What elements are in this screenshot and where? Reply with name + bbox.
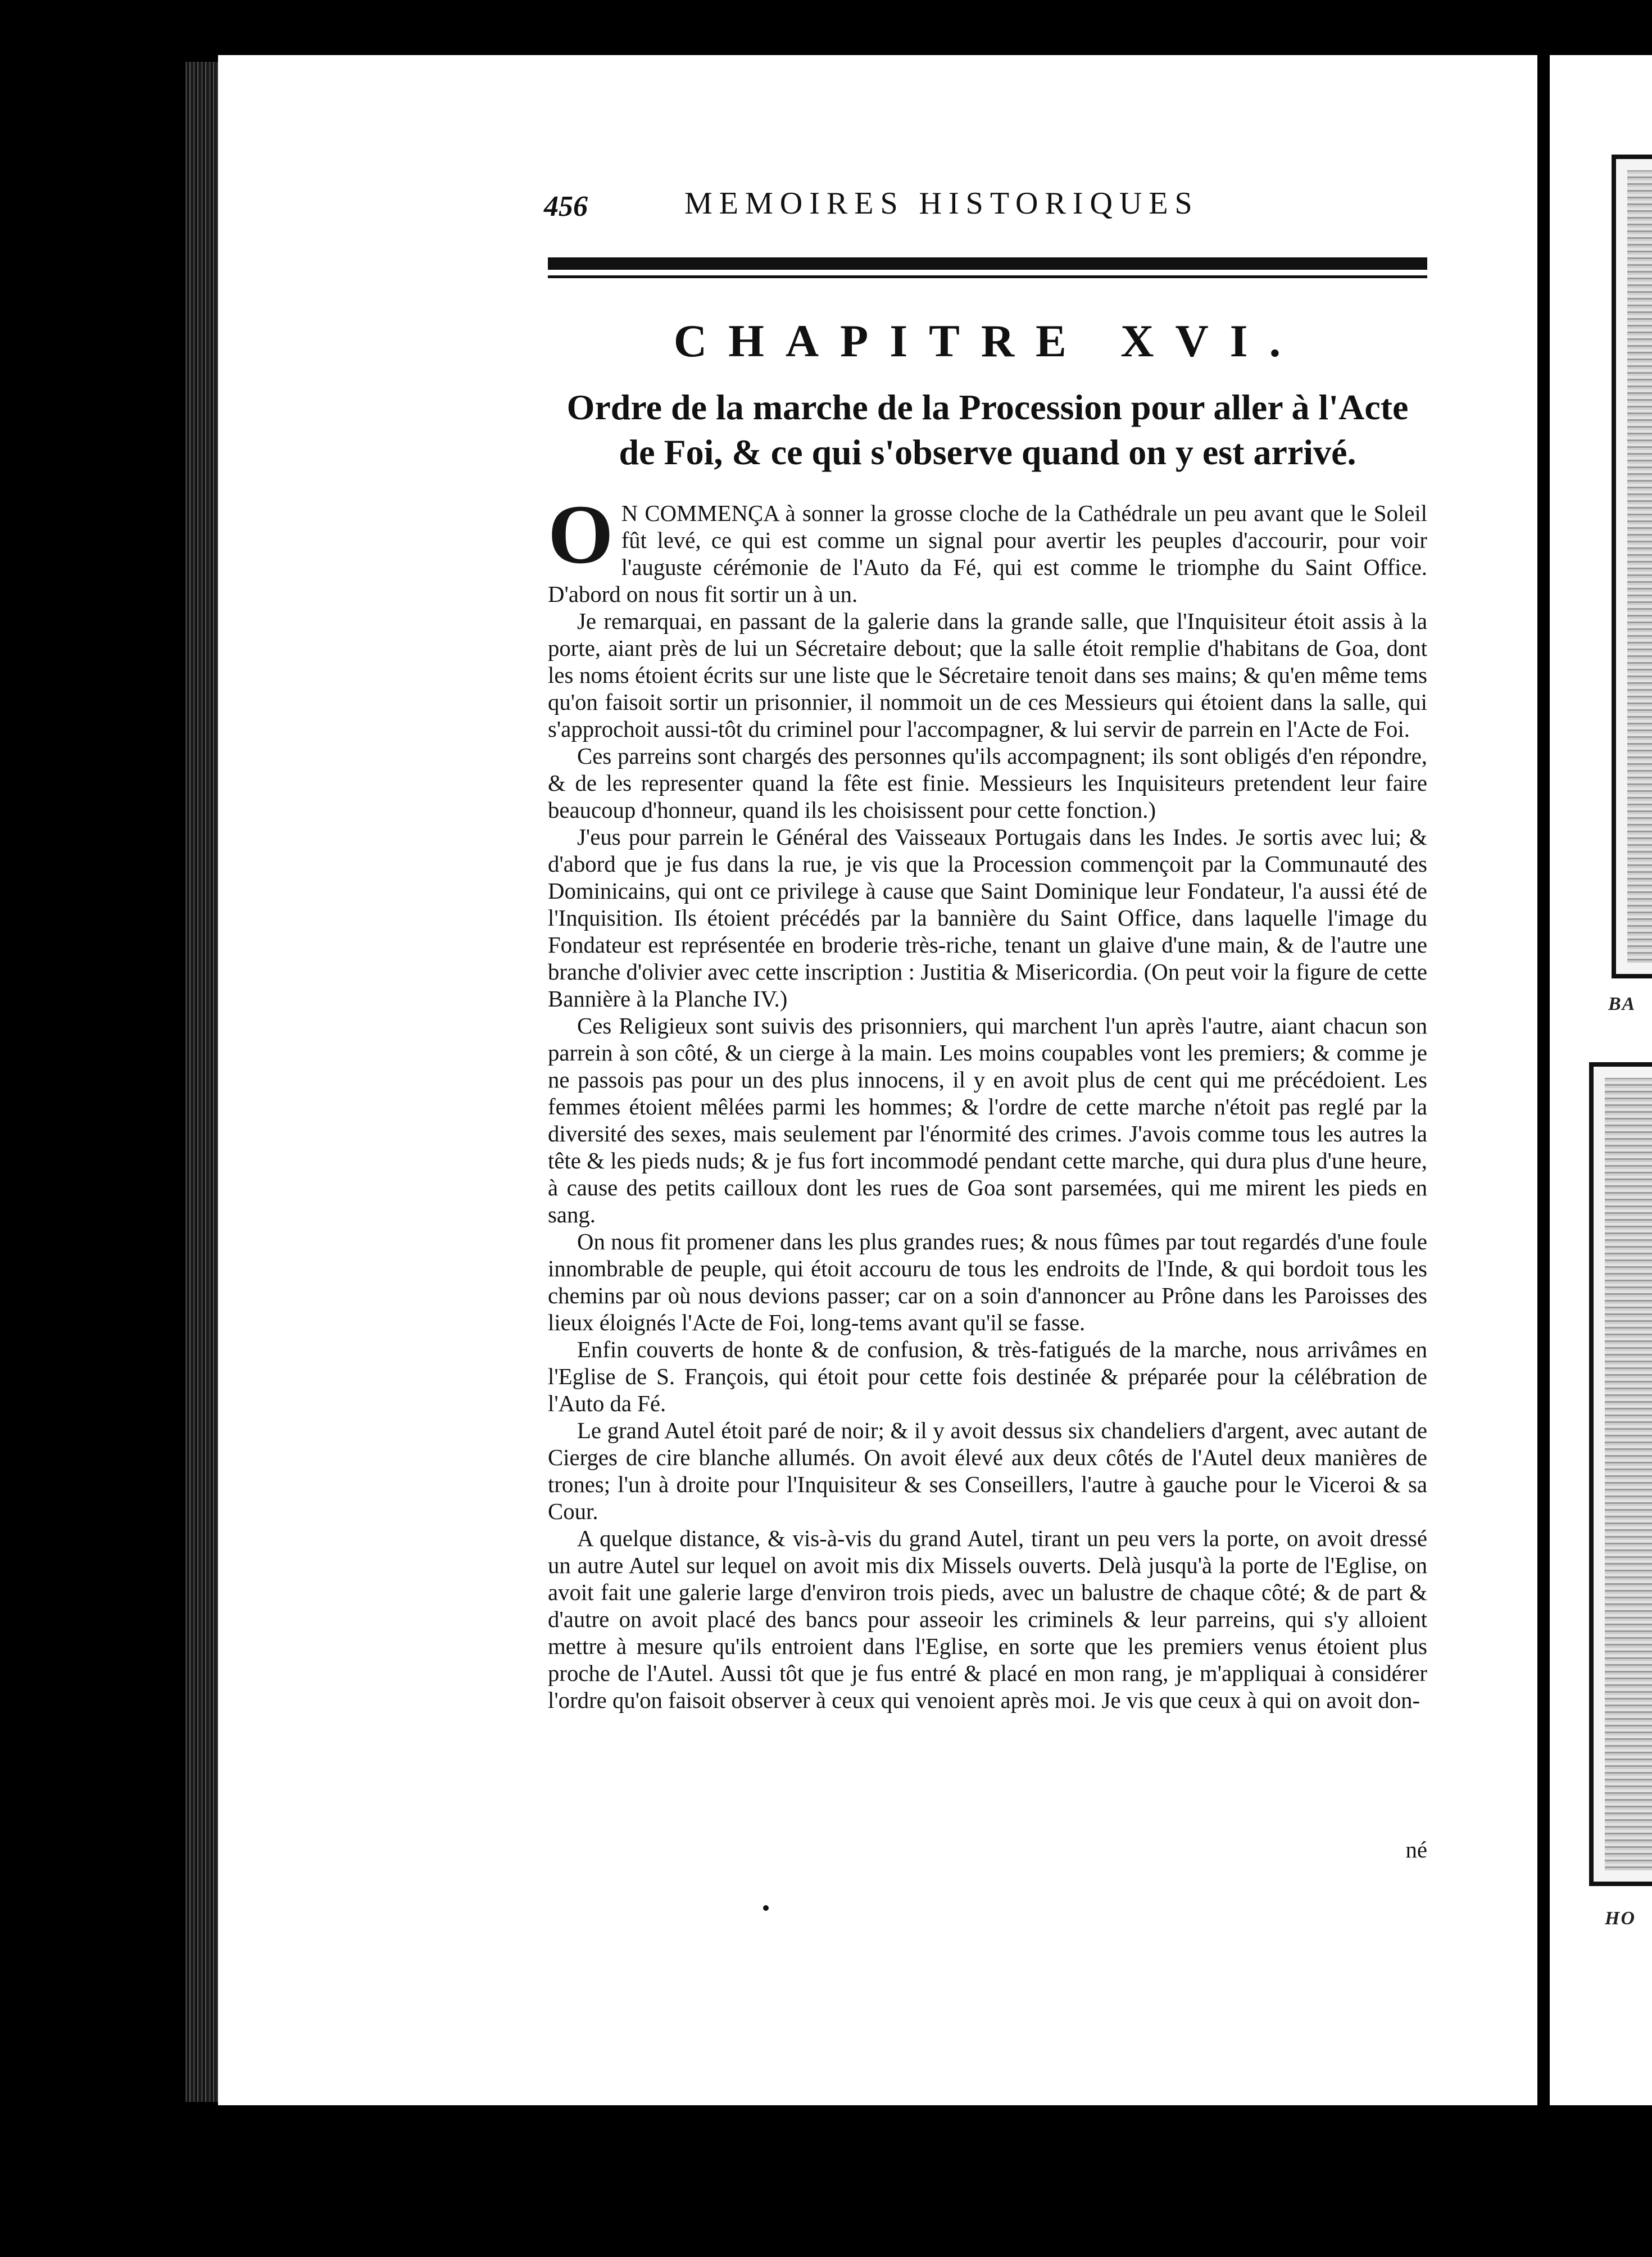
chapter-title: CHAPITRE XVI.: [673, 315, 1302, 366]
drop-cap: O: [548, 488, 614, 581]
engraving-plate-top: [1612, 155, 1652, 978]
engraving-plate-bottom: [1589, 1062, 1652, 1886]
paragraph-4: J'eus pour parrein le Général des Vaisseaux Portugais dans les Indes. Je sortis avec lui; & d'abord que je fus dans la rue, je vis que la Procession commençoit par la Communauté des Dominicains, qui ont ce privilege à cause que Saint Dominique leur Fondateur, l'a aussi été de l'Inquisition. Ils étoient précédés par la bannière du Saint Office, dans laquelle l'image du Fondateur est représentée en broderie très-riche, tenant un glaive d'une main, & de l'autre une branche d'olivier avec cette inscription : Justitia & Misericordia. (On peut voir la figure de cette Bannière à la Planche IV.): [548, 824, 1427, 1012]
header-rule-thick: [548, 257, 1427, 270]
header-rule-thin: [548, 275, 1427, 278]
running-title: MEMOIRES HISTORIQUES: [684, 186, 1199, 221]
book-spine: [185, 62, 218, 2102]
running-head: [544, 185, 1432, 225]
page-mark-dot: [763, 1905, 769, 1911]
paragraph-3: Ces parreins sont chargés des personnes qu'ils accompagnent; ils sont obligés d'en répondre, & de les representer quand la fête est finie. Messieurs les Inquisiteurs pretendent leur faire beaucoup d'honneur, quand ils les choisissent pour cette fonction.): [548, 744, 1427, 823]
paragraph-6: On nous fit promener dans les plus grandes rues; & nous fûmes par tout regardés d'une foule innombrable de peuple, qui étoit accouru de tous les endroits de l'Inde, & qui bordoit tous les chemins par où nous devions passer; car on a soin d'annoncer au Prône dans les Paroisses des lieux éloignés l'Acte de Foi, long-tems avant qu'il se fasse.: [548, 1229, 1427, 1335]
paragraph-1: O N COMMENÇA à sonner la grosse cloche de la Cathédrale un peu avant que le Soleil fût levé, ce qui est comme un signal pour avertir les peuples d'accourir, pour voir l'auguste cérémonie de l'Auto da Fé, qui est comme le triomphe du Saint Office. D'abord on nous fit sortir un à un.: [548, 488, 1427, 607]
paragraph-7: Enfin couverts de honte & de confusion, & très-fatigués de la marche, nous arrivâmes en l'Eglise de S. François, qui étoit pour cette fois destinée & préparée pour la célébration de l'Auto da Fé.: [548, 1337, 1427, 1416]
paragraph-9: A quelque distance, & vis-à-vis du grand Autel, tirant un peu vers la porte, on avoit dressé un autre Autel sur lequel on avoit mis dix Missels ouverts. Delà jusqu'à la porte de l'Eglise, on avoit fait une galerie large d'environ trois pieds, avec un balustre de chaque côté; & de part & d'autre on avoit placé des bancs pour asseoir les criminels & leur parreins, qui s'y alloient mettre à mesure qu'ils entroient dans l'Eglise, en sorte que les premiers venus étoient plus proche de l'Autel. Aussi tôt que je fus entré & placé en mon rang, je m'appliquai à considérer l'ordre qu'on faisoit observer à ceux qui venoient après moi. Je vis que ceux à qui on avoit don-: [548, 1526, 1427, 1713]
body-text: [548, 488, 1427, 1866]
subtitle-line-1: Ordre de la marche de la Procession pour aller à l'Acte: [566, 387, 1409, 427]
page-number: 456: [544, 191, 588, 223]
paragraph-8: Le grand Autel étoit paré de noir; & il y avoit dessus six chandeliers d'argent, avec autant de Cierges de cire blanche allumés. On avoit élevé aux deux côtés de l'Autel deux manières de trones; l'un à droite pour l'Inquisiteur & ses Conseillers, l'autre à gauche pour le Viceroi & sa Cour.: [548, 1418, 1427, 1524]
chapter-subtitle: [548, 385, 1427, 475]
paragraph-5: Ces Religieux sont suivis des prisonniers, qui marchent l'un après l'autre, aiant chacun son parrein à son côté, & un cierge à la main. Les moins coupables vont les premiers; & comme je ne passois pas pour un des plus innocens, il y en avoit plus de cent qui me précédoient. Les femmes étoient mêlées parmi les hommes; & l'ordre de cette marche n'étoit pas reglé par la diversité des sexes, mais seulement par l'énormité des crimes. J'avois comme tous les autres la tête & les pieds nuds; & je fus fort incommodé pendant cette marche, qui dura plus d'une heure, à cause des petits cailloux dont les rues de Goa sont parsemées, qui me mirent les pieds en sang.: [548, 1013, 1427, 1227]
plate-caption-top: BA: [1608, 994, 1636, 1014]
paragraph-2: Je remarquai, en passant de la galerie dans la grande salle, que l'Inquisiteur étoit assis à la porte, aiant près de lui un Sécretaire debout; que la salle étoit remplie d'habitans de Goa, dont les noms étoient écrits sur une liste que le Sécretaire tenoit dans ses mains; & qu'en même tems qu'on faisoit sortir un prisonnier, il nommoit un de ces Messieurs qui étoient dans la salle, qui s'approchoit aussi-tôt du criminel pour l'accompagner, & lui servir de parrein en l'Acte de Foi.: [548, 609, 1427, 742]
catchword: né: [1405, 1837, 1427, 1862]
subtitle-line-2: de Foi, & ce qui s'observe quand on y est arrivé.: [619, 432, 1356, 472]
plate-caption-bottom: HO: [1605, 1908, 1636, 1929]
